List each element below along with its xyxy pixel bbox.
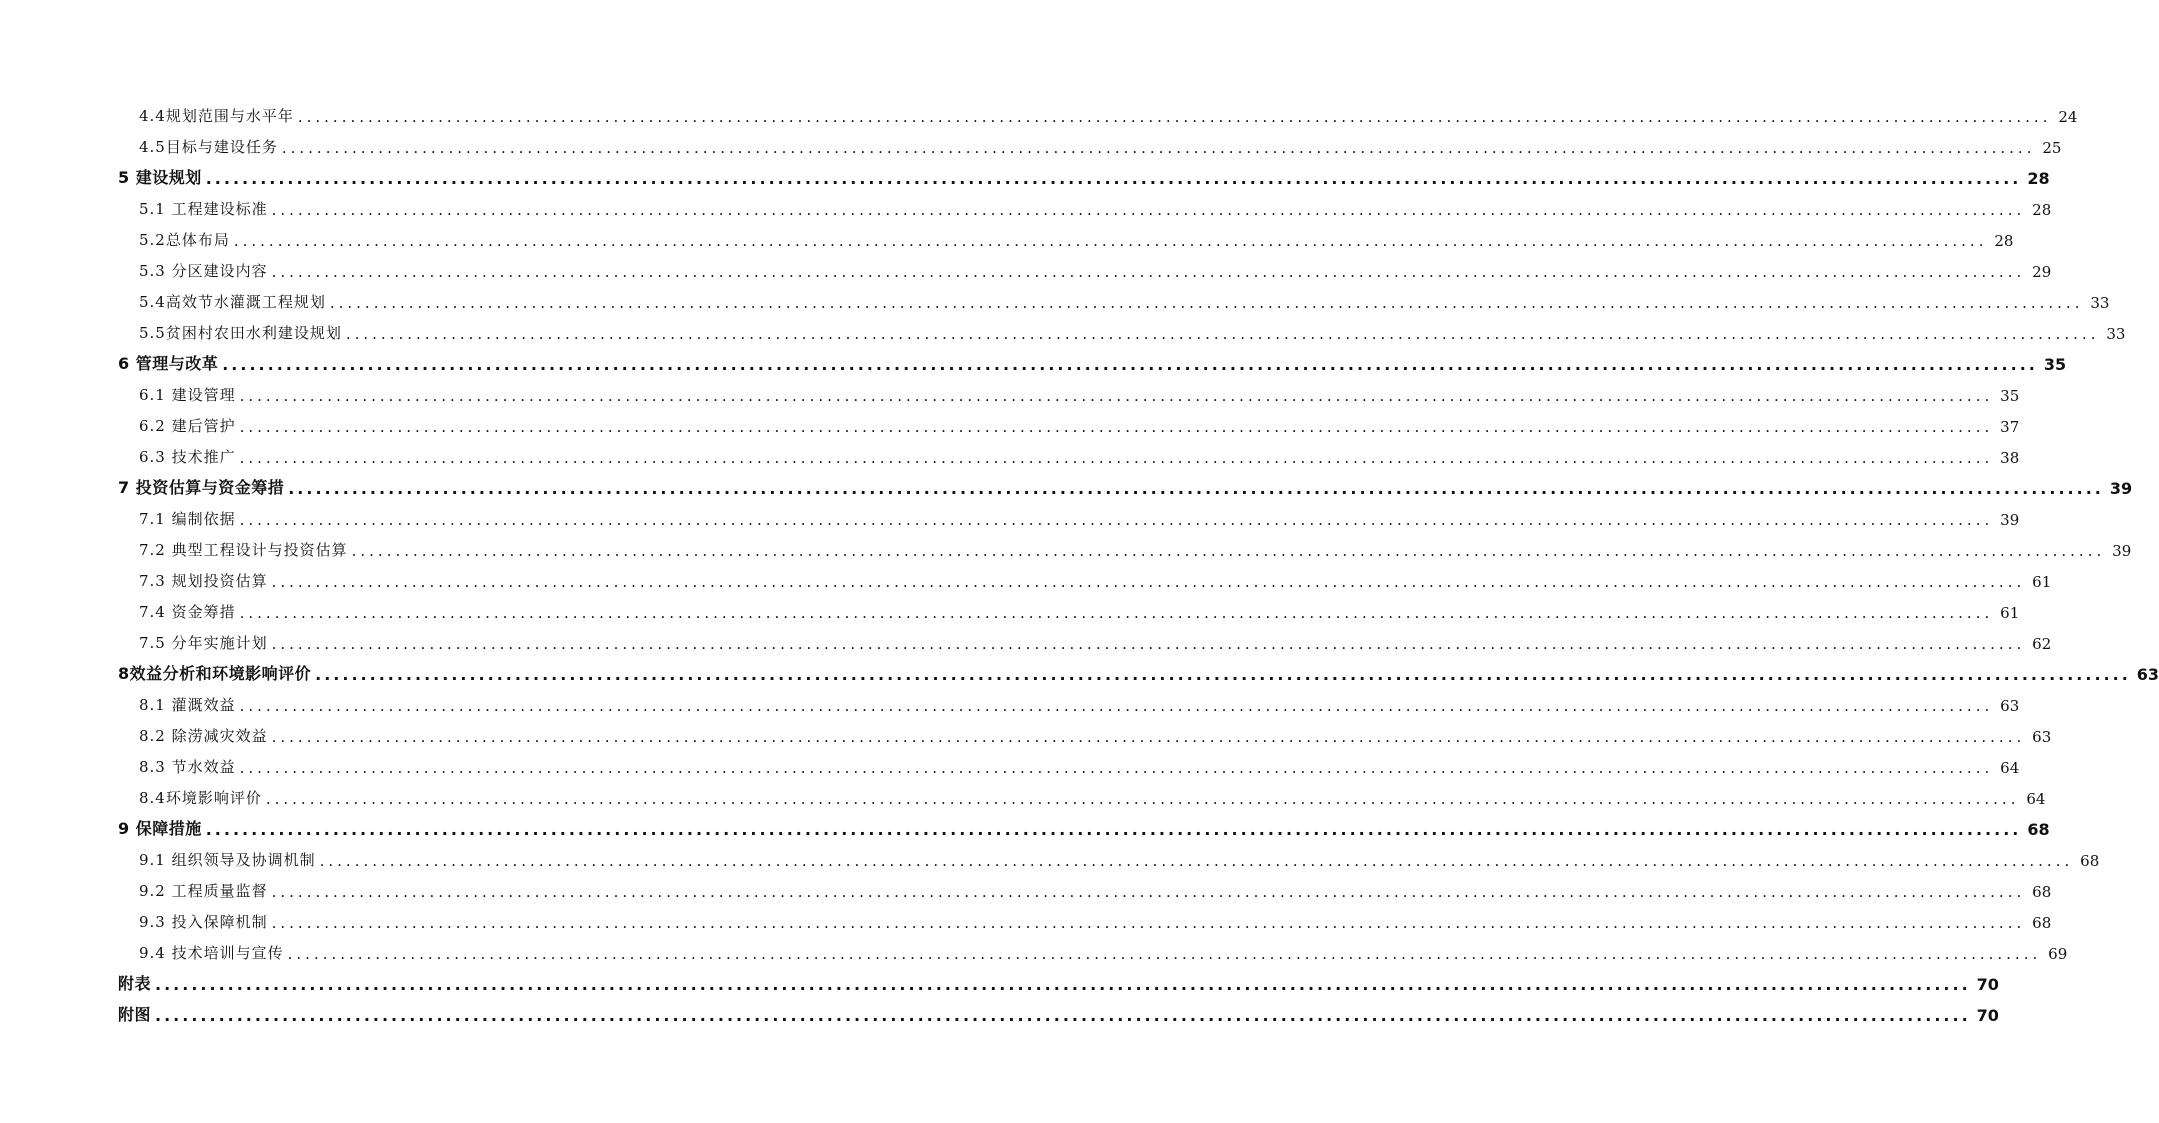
toc-page-number: 64	[2000, 759, 2020, 777]
toc-entry-title: 附表	[118, 974, 152, 993]
toc-entry-title: 5.1 工程建设标准	[139, 200, 268, 218]
toc-section-entry[interactable]	[118, 131, 2062, 162]
toc-section-entry[interactable]	[118, 441, 2020, 472]
toc-page-number: 63	[2000, 697, 2020, 715]
dot-leader: ........................................................................................................................................................................................................	[281, 139, 2036, 157]
toc-entry-title: 9.4 技术培训与宣传	[139, 944, 284, 962]
toc-page-number: 28	[2032, 201, 2052, 219]
toc-page-number: 35	[2043, 355, 2067, 374]
toc-page-number: 33	[2106, 325, 2126, 343]
dot-leader: ........................................................................................................................................................................................................	[288, 479, 2104, 498]
toc-entry-title: 7.4 资金筹措	[139, 603, 236, 621]
toc-section-entry[interactable]	[118, 255, 2052, 286]
toc-section-entry[interactable]	[118, 751, 2020, 782]
dot-leader: ........................................................................................................................................................................................................	[297, 108, 2052, 126]
toc-entry-title: 9.2 工程质量监督	[139, 882, 268, 900]
toc-page-number: 61	[2032, 573, 2052, 591]
dot-leader: ........................................................................................................................................................................................................	[287, 945, 2042, 963]
toc-section-entry[interactable]	[118, 596, 2020, 627]
toc-page-number: 68	[2032, 914, 2052, 932]
dot-leader: ........................................................................................................................................................................................................	[205, 820, 2022, 839]
dot-leader: ........................................................................................................................................................................................................	[329, 294, 2084, 312]
toc-entry-title: 6 管理与改革	[118, 354, 219, 373]
toc-entry-title: 9 保障措施	[118, 819, 202, 838]
dot-leader: ........................................................................................................................................................................................................	[319, 852, 2074, 870]
toc-page-number: 69	[2048, 945, 2068, 963]
toc-chapter-entry[interactable]	[118, 348, 2067, 379]
toc-page-number: 39	[2109, 479, 2133, 498]
toc-page-number: 38	[2000, 449, 2020, 467]
toc-entry-title: 4.4规划范围与水平年	[139, 107, 294, 125]
toc-page-number: 25	[2042, 139, 2062, 157]
toc-page-number: 33	[2090, 294, 2110, 312]
dot-leader: ........................................................................................................................................................................................................	[271, 573, 2026, 591]
toc-page-number: 28	[2027, 169, 2050, 188]
toc-page-number: 39	[2000, 511, 2020, 529]
toc-page-number: 29	[2032, 263, 2052, 281]
dot-leader: ........................................................................................................................................................................................................	[205, 169, 2022, 188]
toc-chapter-entry[interactable]	[118, 999, 1999, 1030]
dot-leader: ........................................................................................................................................................................................................	[271, 914, 2026, 932]
toc-entry-title: 8.3 节水效益	[139, 758, 236, 776]
toc-entry-title: 5.5贫困村农田水利建设规划	[139, 324, 342, 342]
dot-leader: ........................................................................................................................................................................................................	[239, 418, 1994, 436]
toc-section-entry[interactable]	[118, 379, 2020, 410]
dot-leader: ........................................................................................................................................................................................................	[271, 201, 2026, 219]
toc-section-entry[interactable]	[118, 689, 2020, 720]
toc-section-entry[interactable]	[118, 193, 2052, 224]
toc-entry-title: 8.1 灌溉效益	[139, 696, 236, 714]
toc-section-entry[interactable]	[118, 317, 2126, 348]
dot-leader: ........................................................................................................................................................................................................	[155, 1006, 1971, 1025]
toc-section-entry[interactable]	[118, 503, 2020, 534]
toc-entry-title: 7.2 典型工程设计与投资估算	[139, 541, 348, 559]
toc-page-number: 70	[1976, 1006, 1999, 1025]
toc-entry-title: 7 投资估算与资金筹措	[118, 478, 285, 497]
toc-page-number: 63	[2032, 728, 2052, 746]
toc-entry-title: 7.3 规划投资估算	[139, 572, 268, 590]
dot-leader: ........................................................................................................................................................................................................	[233, 232, 1988, 250]
dot-leader: ........................................................................................................................................................................................................	[345, 325, 2100, 343]
toc-section-entry[interactable]	[118, 224, 2014, 255]
dot-leader: ........................................................................................................................................................................................................	[239, 449, 1994, 467]
dot-leader: ........................................................................................................................................................................................................	[271, 635, 2026, 653]
toc-page-number: 64	[2026, 790, 2046, 808]
dot-leader: ........................................................................................................................................................................................................	[239, 697, 1994, 715]
toc-section-entry[interactable]	[118, 906, 2052, 937]
toc-entry-title: 8.2 除涝减灾效益	[139, 727, 268, 745]
dot-leader: ........................................................................................................................................................................................................	[239, 759, 1994, 777]
dot-leader: ........................................................................................................................................................................................................	[155, 975, 1971, 994]
toc-section-entry[interactable]	[118, 720, 2052, 751]
toc-entry-title: 5 建设规划	[118, 168, 202, 187]
dot-leader: ........................................................................................................................................................................................................	[239, 387, 1994, 405]
toc-section-entry[interactable]	[118, 410, 2020, 441]
toc-entry-title: 6.1 建设管理	[139, 386, 236, 404]
dot-leader: ........................................................................................................................................................................................................	[271, 883, 2026, 901]
toc-page-number: 62	[2032, 635, 2052, 653]
toc-entry-title: 8.4环境影响评价	[139, 789, 262, 807]
toc-page-number: 39	[2112, 542, 2132, 560]
toc-page-number: 35	[2000, 387, 2020, 405]
toc-entry-title: 9.3 投入保障机制	[139, 913, 268, 931]
toc-entry-title: 5.4高效节水灌溉工程规划	[139, 293, 326, 311]
toc-page-number: 24	[2058, 108, 2078, 126]
toc-chapter-entry[interactable]	[118, 472, 2133, 503]
dot-leader: ........................................................................................................................................................................................................	[351, 542, 2106, 560]
toc-section-entry[interactable]	[118, 875, 2052, 906]
dot-leader: ........................................................................................................................................................................................................	[265, 790, 2020, 808]
toc-section-entry[interactable]	[118, 534, 2132, 565]
toc-entry-title: 6.2 建后管护	[139, 417, 236, 435]
toc-entry-title: 8效益分析和环境影响评价	[118, 664, 312, 683]
toc-entry-title: 4.5目标与建设任务	[139, 138, 278, 156]
toc-section-entry[interactable]	[118, 286, 2110, 317]
toc-entry-title: 7.1 编制依据	[139, 510, 236, 528]
dot-leader: ........................................................................................................................................................................................................	[222, 355, 2038, 374]
toc-entry-title: 7.5 分年实施计划	[139, 634, 268, 652]
toc-page-number: 68	[2080, 852, 2100, 870]
toc-section-entry[interactable]	[118, 565, 2052, 596]
toc-entry-title: 5.3 分区建设内容	[139, 262, 268, 280]
toc-page-number: 68	[2027, 820, 2050, 839]
dot-leader: ........................................................................................................................................................................................................	[271, 263, 2026, 281]
toc-page-number: 70	[1976, 975, 1999, 994]
toc-section-entry[interactable]	[118, 782, 2046, 813]
toc-page-number: 28	[1994, 232, 2014, 250]
toc-entry-title: 5.2总体布局	[139, 231, 230, 249]
toc-entry-title: 6.3 技术推广	[139, 448, 236, 466]
toc-section-entry[interactable]	[118, 627, 2052, 658]
toc-entry-title: 9.1 组织领导及协调机制	[139, 851, 316, 869]
toc-page-number: 61	[2000, 604, 2020, 622]
toc-page-number: 63	[2136, 665, 2159, 684]
dot-leader: ........................................................................................................................................................................................................	[315, 665, 2131, 684]
toc-chapter-entry[interactable]	[118, 658, 2159, 689]
dot-leader: ........................................................................................................................................................................................................	[239, 604, 1994, 622]
toc-page-number: 37	[2000, 418, 2020, 436]
table-of-contents	[118, 100, 2159, 1030]
toc-chapter-entry[interactable]	[118, 162, 2050, 193]
dot-leader: ........................................................................................................................................................................................................	[271, 728, 2026, 746]
toc-chapter-entry[interactable]	[118, 968, 1999, 999]
toc-section-entry[interactable]	[118, 844, 2100, 875]
dot-leader: ........................................................................................................................................................................................................	[239, 511, 1994, 529]
toc-page-number: 68	[2032, 883, 2052, 901]
toc-entry-title: 附图	[118, 1005, 152, 1024]
toc-section-entry[interactable]	[118, 937, 2068, 968]
toc-chapter-entry[interactable]	[118, 813, 2050, 844]
toc-section-entry[interactable]	[118, 100, 2078, 131]
